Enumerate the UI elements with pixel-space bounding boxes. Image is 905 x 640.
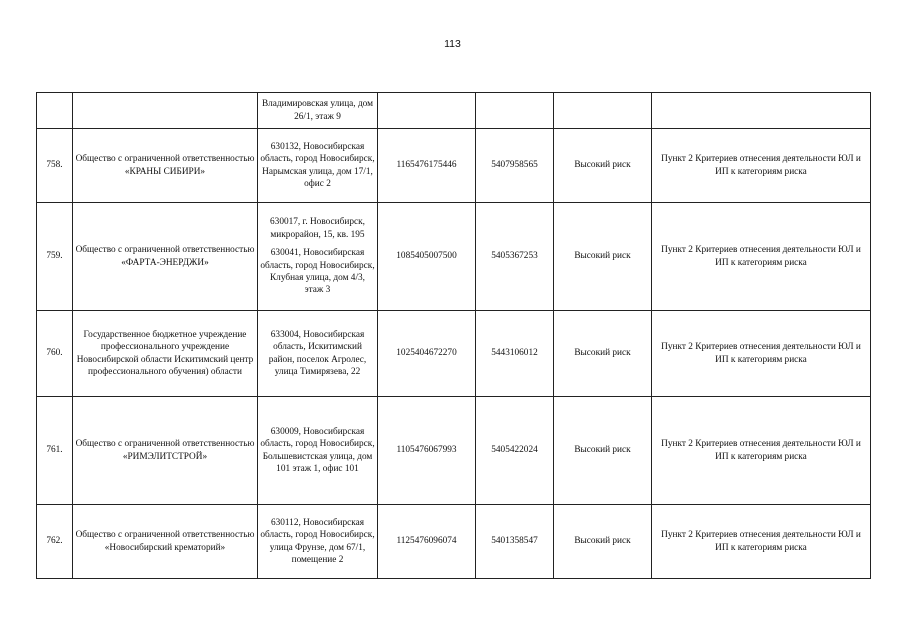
address-text: 630009, Новосибирская область, город Новосибирск, Большевистская улица, дом 101 этаж 1, офис 101 (260, 426, 375, 474)
cell-ogrn: 1105476067993 (378, 397, 476, 505)
table-row (37, 129, 871, 203)
cell-number (37, 93, 73, 129)
cell-address (258, 311, 378, 397)
cell-risk: Высокий риск (554, 203, 652, 311)
registry-table (36, 92, 871, 579)
cell-risk: Высокий риск (554, 397, 652, 505)
table-row (37, 397, 871, 505)
cell-criterion: Пункт 2 Критериев отнесения деятельности ЮЛ и ИП к категориям риска (652, 203, 871, 311)
cell-name: Общество с ограниченной ответственностью «ФАРТА-ЭНЕРДЖИ» (73, 203, 258, 311)
address-text: 630112, Новосибирская область, город Новосибирск, улица Фрунзе, дом 67/1, помещение 2 (260, 517, 375, 565)
cell-criterion: Пункт 2 Критериев отнесения деятельности ЮЛ и ИП к категориям риска (652, 505, 871, 579)
cell-address (258, 397, 378, 505)
cell-risk: Высокий риск (554, 129, 652, 203)
address-text: 630017, г. Новосибирск, микрорайон, 15, кв. 195 (270, 217, 365, 240)
address-text: 633004, Новосибирская область, Искитимский район, поселок Агролес, улица Тимирязева, 22 (268, 329, 367, 377)
cell-risk: Высокий риск (554, 311, 652, 397)
cell-criterion (652, 93, 871, 129)
cell-inn: 5443106012 (476, 311, 554, 397)
page-number: 113 (444, 38, 461, 50)
cell-address (258, 129, 378, 203)
cell-ogrn: 1025404672270 (378, 311, 476, 397)
cell-ogrn: 1125476096074 (378, 505, 476, 579)
cell-name: Общество с ограниченной ответственностью «КРАНЫ СИБИРИ» (73, 129, 258, 203)
table-row (37, 311, 871, 397)
cell-number: 759. (37, 203, 73, 311)
cell-inn (476, 93, 554, 129)
cell-ogrn: 1085405007500 (378, 203, 476, 311)
table-row (37, 505, 871, 579)
table-row (37, 203, 871, 311)
cell-address (258, 505, 378, 579)
address-text: 630041, Новосибирская область, город Новосибирск, Клубная улица, дом 4/3, этаж 3 (260, 248, 375, 296)
cell-address (258, 203, 378, 311)
cell-criterion: Пункт 2 Критериев отнесения деятельности ЮЛ и ИП к категориям риска (652, 311, 871, 397)
address-text: Владимировская улица, дом 26/1, этаж 9 (261, 99, 374, 122)
table-row-continuation (37, 93, 871, 129)
cell-number: 761. (37, 397, 73, 505)
cell-inn: 5405367253 (476, 203, 554, 311)
cell-name: Общество с ограниченной ответственностью «Новосибирский крематорий» (73, 505, 258, 579)
cell-ogrn: 1165476175446 (378, 129, 476, 203)
cell-name: Общество с ограниченной ответственностью «РИМЭЛИТСТРОЙ» (73, 397, 258, 505)
cell-inn: 5405422024 (476, 397, 554, 505)
cell-name: Государственное бюджетное учреждение профессионального учреждение Новосибирской области Искитимский центр профессионального обучения) области (73, 311, 258, 397)
cell-ogrn (378, 93, 476, 129)
cell-address (258, 93, 378, 129)
cell-name (73, 93, 258, 129)
cell-risk (554, 93, 652, 129)
cell-risk: Высокий риск (554, 505, 652, 579)
cell-inn: 5401358547 (476, 505, 554, 579)
cell-inn: 5407958565 (476, 129, 554, 203)
address-text: 630132, Новосибирская область, город Новосибирск, Нарымская улица, дом 17/1, офис 2 (260, 141, 375, 189)
cell-criterion: Пункт 2 Критериев отнесения деятельности ЮЛ и ИП к категориям риска (652, 129, 871, 203)
cell-number: 758. (37, 129, 73, 203)
cell-number: 762. (37, 505, 73, 579)
cell-criterion: Пункт 2 Критериев отнесения деятельности ЮЛ и ИП к категориям риска (652, 397, 871, 505)
cell-number: 760. (37, 311, 73, 397)
